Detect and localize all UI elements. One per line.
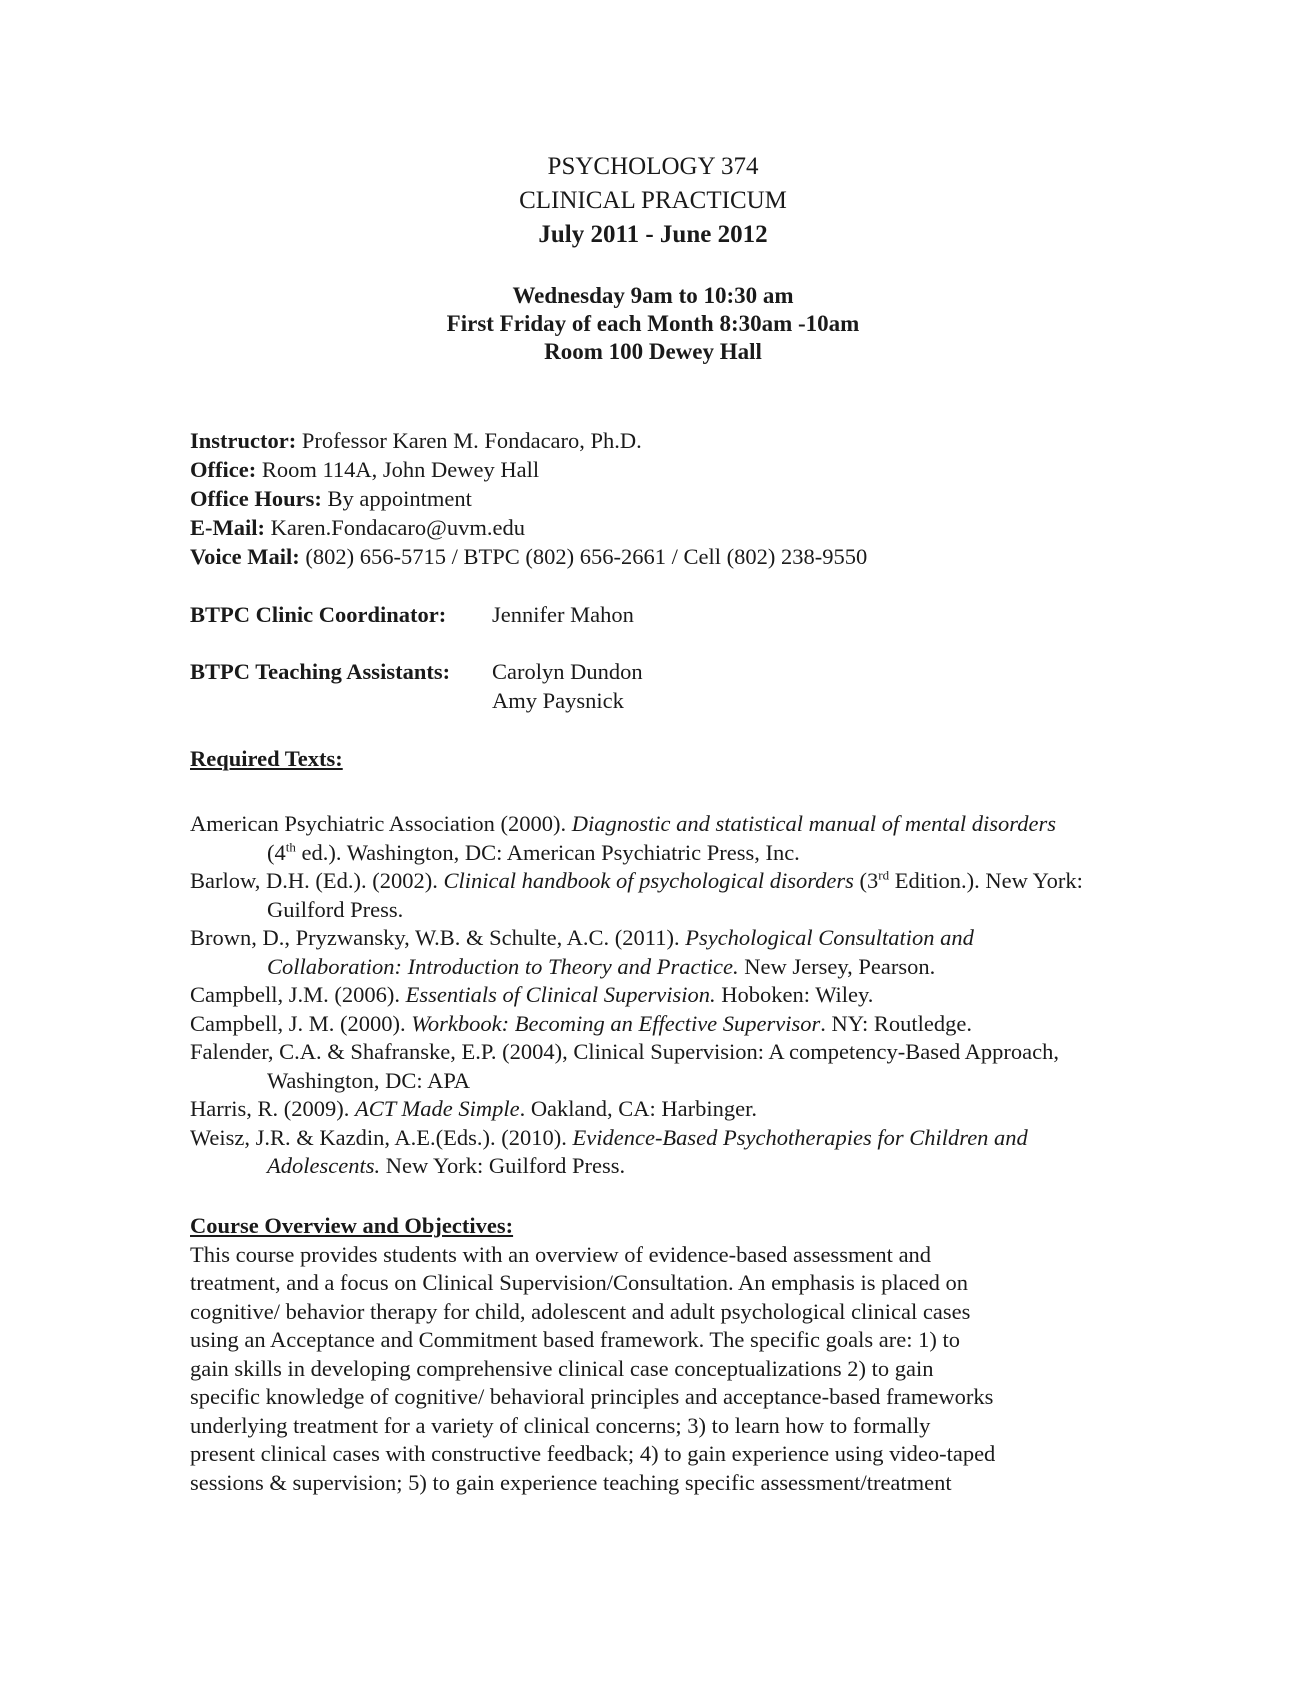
reference-item: [190, 924, 1090, 981]
coordinator-line: [190, 600, 446, 629]
ref-title: Psychological Consultation and Collaboration: Introduction to Theory and Practice.: [267, 925, 974, 979]
ref-text: (3: [853, 868, 879, 893]
voicemail-label: Voice Mail:: [190, 544, 300, 569]
ref-text: Campbell, J.M. (2006).: [190, 982, 406, 1007]
overview-line: treatment, and a focus on Clinical Supervision/Consultation. An emphasis is placed on: [190, 1270, 968, 1295]
email-label: E-Mail:: [190, 515, 265, 540]
schedule-monthly: First Friday of each Month 8:30am -10am: [446, 311, 860, 336]
ref-text: Edition.). New York: Guilford Press.: [267, 868, 1083, 922]
reference-list: [190, 810, 1090, 1181]
email-value[interactable]: Karen.Fondacaro@uvm.edu: [264, 515, 525, 540]
office-hours-line: [190, 484, 472, 513]
course-dates: July 2011 - June 2012: [538, 221, 768, 248]
ref-text: . NY: Routledge.: [820, 1010, 972, 1036]
ref-text: Hoboken: Wiley.: [715, 982, 874, 1007]
teaching-assistants-line: [190, 657, 450, 686]
office-label: Office:: [190, 457, 257, 482]
required-texts-heading: Required Texts:: [190, 746, 343, 771]
ref-text: ed.). Washington, DC: American Psychiatric Press, Inc.: [295, 839, 800, 865]
reference-item: [190, 1124, 1090, 1181]
ref-text: . Oakland, CA: Harbinger.: [519, 1096, 758, 1121]
teaching-assistant-1: Carolyn Dundon: [492, 659, 643, 684]
office-hours-value: By appointment: [321, 486, 472, 511]
office-value: Room 114A, John Dewey Hall: [256, 457, 540, 482]
overview-line: specific knowledge of cognitive/ behavioral principles and acceptance-based frameworks: [190, 1384, 994, 1409]
ref-title: Essentials of Clinical Supervision.: [405, 982, 716, 1007]
teaching-assistants-label: BTPC Teaching Assistants:: [190, 659, 451, 684]
ref-text: Harris, R. (2009).: [190, 1096, 355, 1121]
ref-superscript: th: [285, 839, 296, 854]
ref-text: Brown, D., Pryzwansky, W.B. & Schulte, A.C. (2011).: [190, 925, 686, 950]
teaching-assistant-2: Amy Paysnick: [492, 688, 624, 713]
ref-title: Evidence-Based Psychotherapies for Children and Adolescents.: [267, 1124, 1028, 1178]
instructor-value: Professor Karen M. Fondacaro, Ph.D.: [296, 428, 642, 453]
overview-line: using an Acceptance and Commitment based framework. The specific goals are: 1) to: [190, 1327, 960, 1352]
reference-item: [190, 810, 1090, 867]
email-line: [190, 513, 525, 542]
overview-line: This course provides students with an overview of evidence-based assessment and: [190, 1241, 932, 1267]
reference-item: [190, 867, 1090, 924]
schedule-block: [0, 282, 1306, 366]
coordinator-value: Jennifer Mahon: [492, 602, 634, 627]
reference-item: [190, 981, 1090, 1010]
reference-item: [190, 1095, 1090, 1124]
ref-text: Campbell, J. M. (2000).: [190, 1010, 412, 1036]
schedule-room: Room 100 Dewey Hall: [544, 339, 762, 364]
ref-text: New York: Guilford Press.: [380, 1153, 626, 1178]
instructor-label: Instructor:: [190, 428, 297, 453]
course-number: PSYCHOLOGY 374: [547, 153, 759, 180]
instructor-line: [190, 426, 642, 455]
reference-item: [190, 1038, 1090, 1095]
ref-superscript: rd: [878, 867, 890, 883]
reference-item: [190, 1010, 1090, 1039]
voicemail-value: (802) 656-5715 / BTPC (802) 656-2661 / Cell (802) 238-9550: [299, 544, 868, 569]
ref-text: Barlow, D.H. (Ed.). (2002).: [190, 868, 444, 893]
title-block: [0, 150, 1306, 252]
coordinator-label: BTPC Clinic Coordinator:: [190, 602, 447, 627]
course-name: CLINICAL PRACTICUM: [519, 187, 787, 214]
ref-title: Clinical handbook of psychological disorders: [443, 868, 854, 893]
course-overview: [190, 1212, 1110, 1497]
ref-title: Diagnostic and statistical manual of mental disorders: [571, 811, 1056, 836]
overview-line: present clinical cases with constructive feedback; 4) to gain experience using video-taped: [190, 1441, 996, 1466]
overview-line: gain skills in developing comprehensive clinical case conceptualizations 2) to gain: [190, 1355, 934, 1381]
ref-title: Workbook: Becoming an Effective Supervisor: [411, 1010, 821, 1036]
overview-line: sessions & supervision; 5) to gain experience teaching specific assessment/treatment: [190, 1469, 952, 1495]
overview-heading: Course Overview and Objectives:: [190, 1213, 514, 1238]
ref-text: Falender, C.A. & Shafranske, E.P. (2004), Clinical Supervision: A competency-Based Approach, Washington, DC: APA: [190, 1039, 1059, 1093]
overview-line: underlying treatment for a variety of clinical concerns; 3) to learn how to formally: [190, 1412, 931, 1438]
ref-text: Weisz, J.R. & Kazdin, A.E.(Eds.). (2010).: [190, 1124, 573, 1150]
ref-text: American Psychiatric Association (2000).: [190, 811, 572, 836]
overview-line: cognitive/ behavior therapy for child, adolescent and adult psychological clinical cases: [190, 1298, 971, 1324]
schedule-weekly: Wednesday 9am to 10:30 am: [512, 283, 794, 308]
office-line: [190, 455, 539, 484]
voicemail-line: [190, 542, 867, 571]
ref-text: New Jersey, Pearson.: [738, 953, 936, 979]
ref-title: ACT Made Simple: [354, 1096, 520, 1121]
ref-text: (4: [267, 839, 286, 865]
office-hours-label: Office Hours:: [190, 486, 322, 511]
